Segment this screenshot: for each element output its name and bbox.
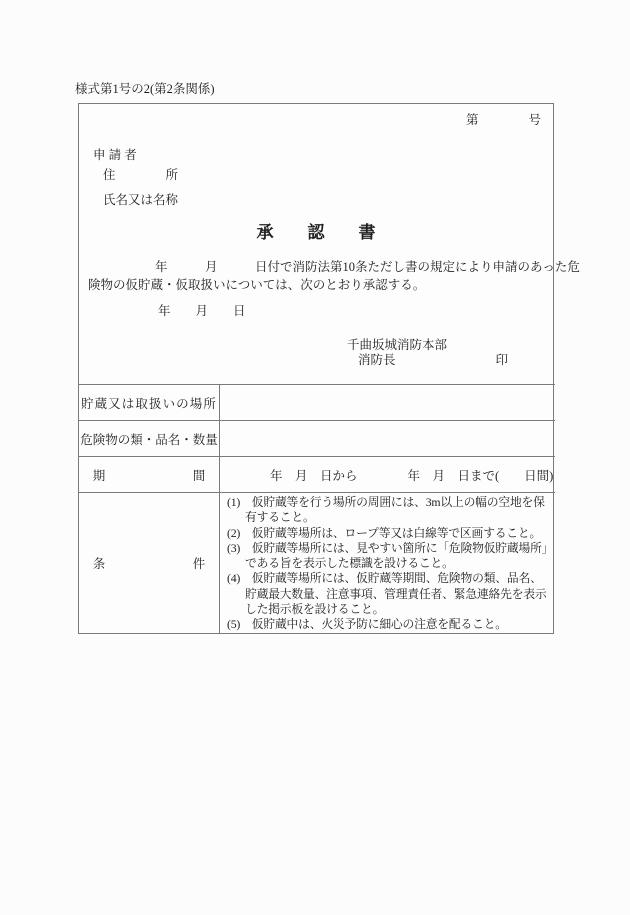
conditions-label: 条 件 bbox=[79, 492, 220, 633]
condition-line-2: (2) 仮貯蔵等場所は、ロープ等又は白線等で区画すること。 bbox=[227, 525, 542, 540]
approval-statement-line2: 険物の仮貯蔵・仮取扱いについては、次のとおり承認する。 bbox=[88, 278, 426, 292]
period-label: 期 間 bbox=[79, 456, 220, 492]
storage-location-value bbox=[220, 384, 555, 420]
approval-form-box bbox=[78, 103, 580, 634]
applicant-label: 申 請 者 bbox=[93, 148, 137, 162]
condition-line-4: (4) 仮貯蔵等場所には、仮貯蔵等期間、危険物の類、品名、 bbox=[227, 571, 542, 586]
condition-line-4-cont2: した掲示板を設けること。 bbox=[245, 602, 385, 617]
approval-statement-line1: 年 月 日付で消防法第10条ただし書の規定により申請のあった危 bbox=[155, 260, 580, 274]
condition-line-4-cont1: 貯蔵最大数量、注意事項、管理責任者、緊急連絡先を表示 bbox=[245, 586, 547, 601]
condition-line-3-cont: である旨を表示した標識を設けること。 bbox=[245, 556, 454, 571]
period-value: 年 月 日から 年 月 日まで( 日間) bbox=[220, 456, 555, 492]
hazmat-class-name-quantity-value bbox=[220, 420, 555, 456]
hazmat-class-name-quantity-label: 危険物の類・品名・数量 bbox=[79, 420, 220, 456]
approval-details-table bbox=[79, 384, 553, 633]
document-title: 承 認 書 bbox=[256, 223, 376, 242]
fire-chief-seal-line: 消防長 印 bbox=[358, 353, 509, 367]
conditions-list bbox=[220, 492, 555, 633]
approval-date-line: 年 月 日 bbox=[158, 304, 246, 318]
condition-line-1-cont: 有すること。 bbox=[245, 510, 315, 525]
condition-line-1: (1) 仮貯蔵等を行う場所の周囲には、3m以上の幅の空地を保 bbox=[227, 495, 545, 509]
applicant-address-label: 住 所 bbox=[103, 168, 179, 182]
storage-location-label: 貯蔵又は取扱いの場所 bbox=[79, 384, 220, 420]
document-number: 第 号 bbox=[465, 113, 541, 127]
condition-line-3: (3) 仮貯蔵等場所には、見やすい箇所に「危険物仮貯蔵場所」 bbox=[227, 540, 554, 555]
form-id-label: 様式第1号の2(第2条関係) bbox=[75, 82, 215, 96]
fire-headquarters-name: 千曲坂城消防本部 bbox=[347, 338, 448, 352]
condition-line-5: (5) 仮貯蔵中は、火災予防に細心の注意を配ること。 bbox=[227, 617, 507, 632]
applicant-name-label: 氏名又は名称 bbox=[103, 193, 179, 207]
